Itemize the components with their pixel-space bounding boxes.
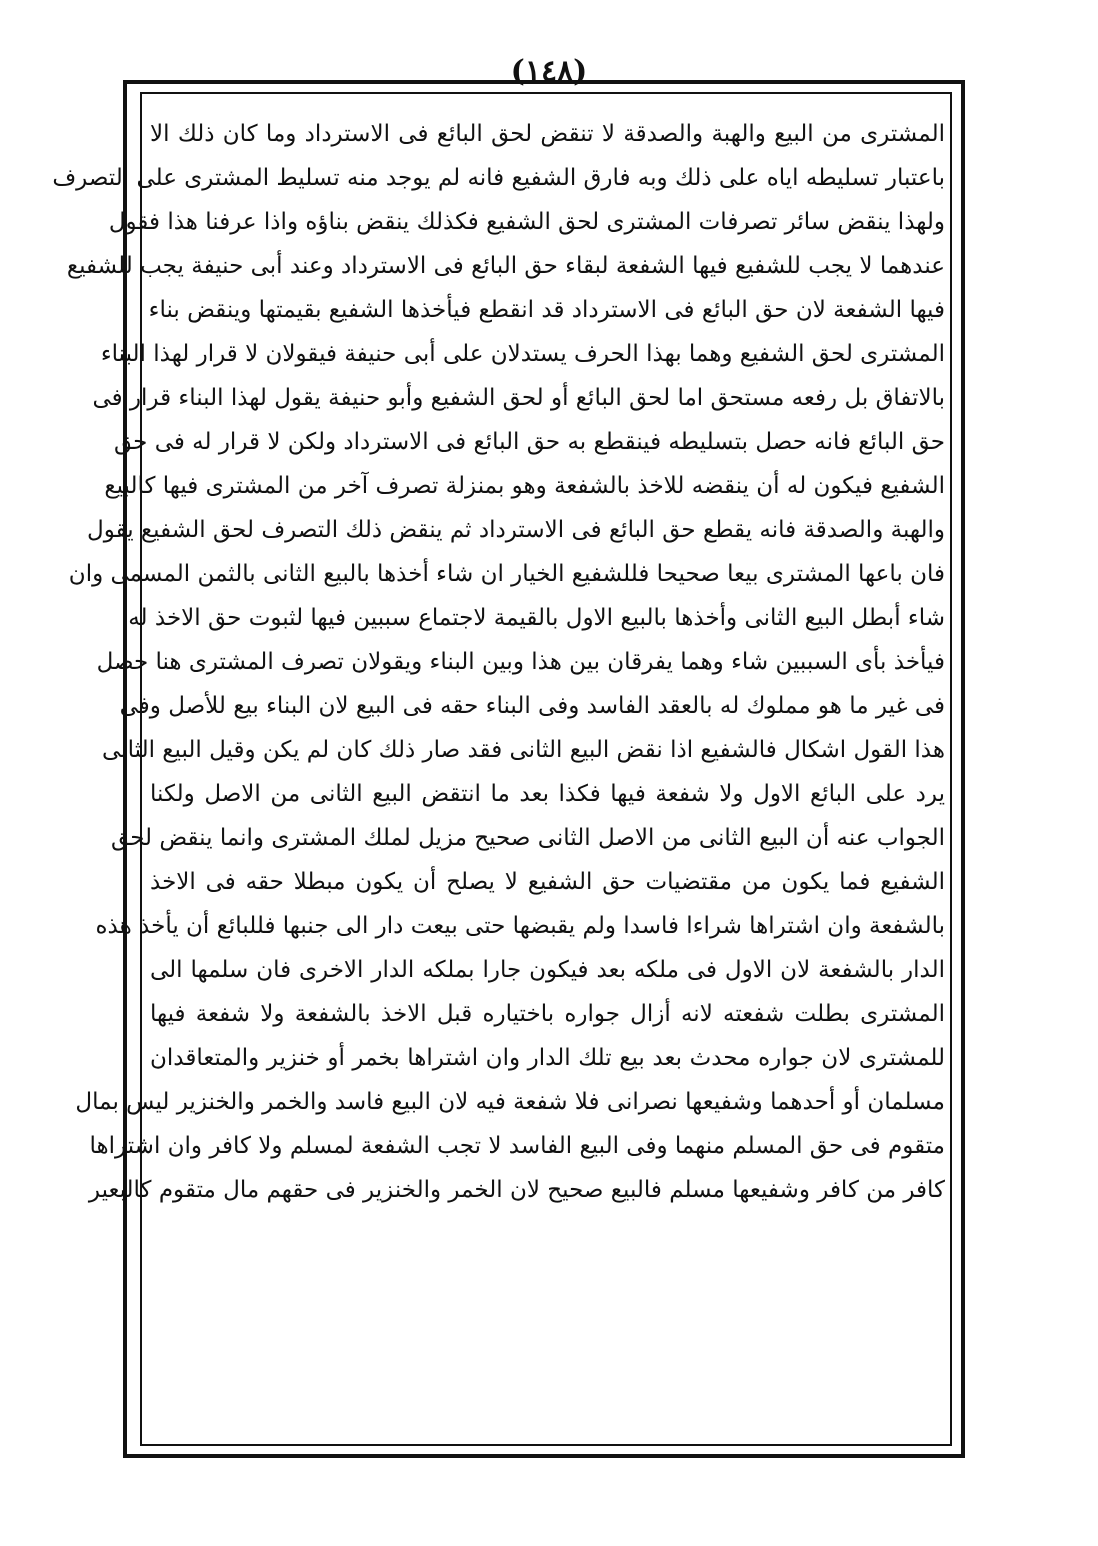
text-line-16: يرد على البائع الاول ولا شفعة فيها فكذا بعد ما انتقض البيع الثانى من الاصل ولكنا (150, 781, 945, 807)
text-line-8: حق البائع فانه حصل بتسليطه فينقطع به حق البائع فى الاسترداد ولكن لا قرار له فى حق (113, 429, 945, 455)
text-line-3: ولهذا ينقض سائر تصرفات المشترى لحق الشفيع فكذلك ينقض بناؤه واذا عرفنا هذا فقول (108, 209, 945, 235)
text-line-2: باعتبار تسليطه اياه على ذلك وبه فارق الشفيع فانه لم يوجد منه تسليط المشترى على التصرف (52, 165, 945, 191)
text-line-6: المشترى لحق الشفيع وهما بهذا الحرف يستدلان على أبى حنيفة فيقولان لا قرار لهذا البناء (100, 341, 945, 367)
text-line-12: شاء أبطل البيع الثانى وأخذها بالبيع الاول بالقيمة لاجتماع سببين فيها لثبوت حق الاخذ له (128, 605, 945, 631)
text-line-21: المشترى بطلت شفعته لانه أزال جواره باختياره قبل الاخذ بالشفعة ولا شفعة فيها (150, 1001, 945, 1027)
text-line-24: متقوم فى حق المسلم منهما وفى البيع الفاسد لا تجب الشفعة لمسلم ولا كافر وان اشتراها (89, 1133, 945, 1159)
text-line-18: الشفيع فما يكون من مقتضيات حق الشفيع لا يصلح أن يكون مبطلا حقه فى الاخذ (150, 869, 945, 895)
text-line-23: مسلمان أو أحدهما وشفيعها نصرانى فلا شفعة فيه لان البيع فاسد والخمر والخنزير ليس بمال (75, 1089, 945, 1115)
text-line-10: والهبة والصدقة فانه يقطع حق البائع فى الاسترداد ثم ينقض ذلك التصرف لحق الشفيع يقول (86, 517, 945, 543)
text-line-1: المشترى من البيع والهبة والصدقة لا تنقض لحق البائع فى الاسترداد وما كان ذلك الا (150, 121, 945, 147)
text-line-13: فيأخذ بأى السببين شاء وهما يفرقان بين هذا وبين البناء ويقولان تصرف المشترى هنا حصل (96, 649, 945, 675)
text-line-20: الدار بالشفعة لان الاول فى ملكه بعد فيكون جارا بملكه الدار الاخرى فان سلمها الى (150, 957, 945, 983)
text-line-25: كافر من كافر وشفيعها مسلم فالبيع صحيح لان الخمر والخنزير فى حقهم مال متقوم كالبعير (88, 1177, 945, 1203)
text-line-22: للمشترى لان جواره محدث بعد بيع تلك الدار وان اشتراها بخمر أو خنزير والمتعاقدان (150, 1045, 945, 1071)
text-line-17: الجواب عنه أن البيع الثانى من الاصل الثانى صحيح مزيل لملك المشترى وانما ينقض لحق (111, 825, 945, 851)
text-line-5: فيها الشفعة لان حق البائع فى الاسترداد قد انقطع فيأخذها الشفيع بقيمتها وينقض بناء (148, 297, 945, 323)
text-line-4: عندهما لا يجب للشفيع فيها الشفعة لبقاء حق البائع فى الاسترداد وعند أبى حنيفة يجب للشفيع (66, 253, 945, 279)
text-line-7: بالاتفاق بل رفعه مستحق اما لحق البائع أو لحق الشفيع وأبو حنيفة يقول لهذا البناء قرار فى (92, 385, 945, 411)
page-number: (١٤٨) (510, 54, 588, 89)
text-line-14: فى غير ما هو مملوك له بالعقد الفاسد وفى البناء حقه فى البيع لان البناء بيع للأصل وفى (119, 693, 945, 719)
main-text-block (52, 112, 945, 1212)
text-line-9: الشفيع فيكون له أن ينقضه للاخذ بالشفعة وهو بمنزلة تصرف آخر من المشترى فيها كالبيع (104, 473, 945, 499)
text-line-11: فان باعها المشترى بيعا صحيحا فللشفيع الخيار ان شاء أخذها بالبيع الثانى بالثمن المسمى وان (68, 561, 945, 587)
text-line-19: بالشفعة وان اشتراها شراءا فاسدا ولم يقبضها حتى بيعت دار الى جنبها فللبائع أن يأخذ هذه (95, 913, 945, 939)
text-line-15: هذا القول اشكال فالشفيع اذا نقض البيع الثانى فقد صار ذلك كان لم يكن وقيل البيع الثانى (102, 737, 945, 763)
